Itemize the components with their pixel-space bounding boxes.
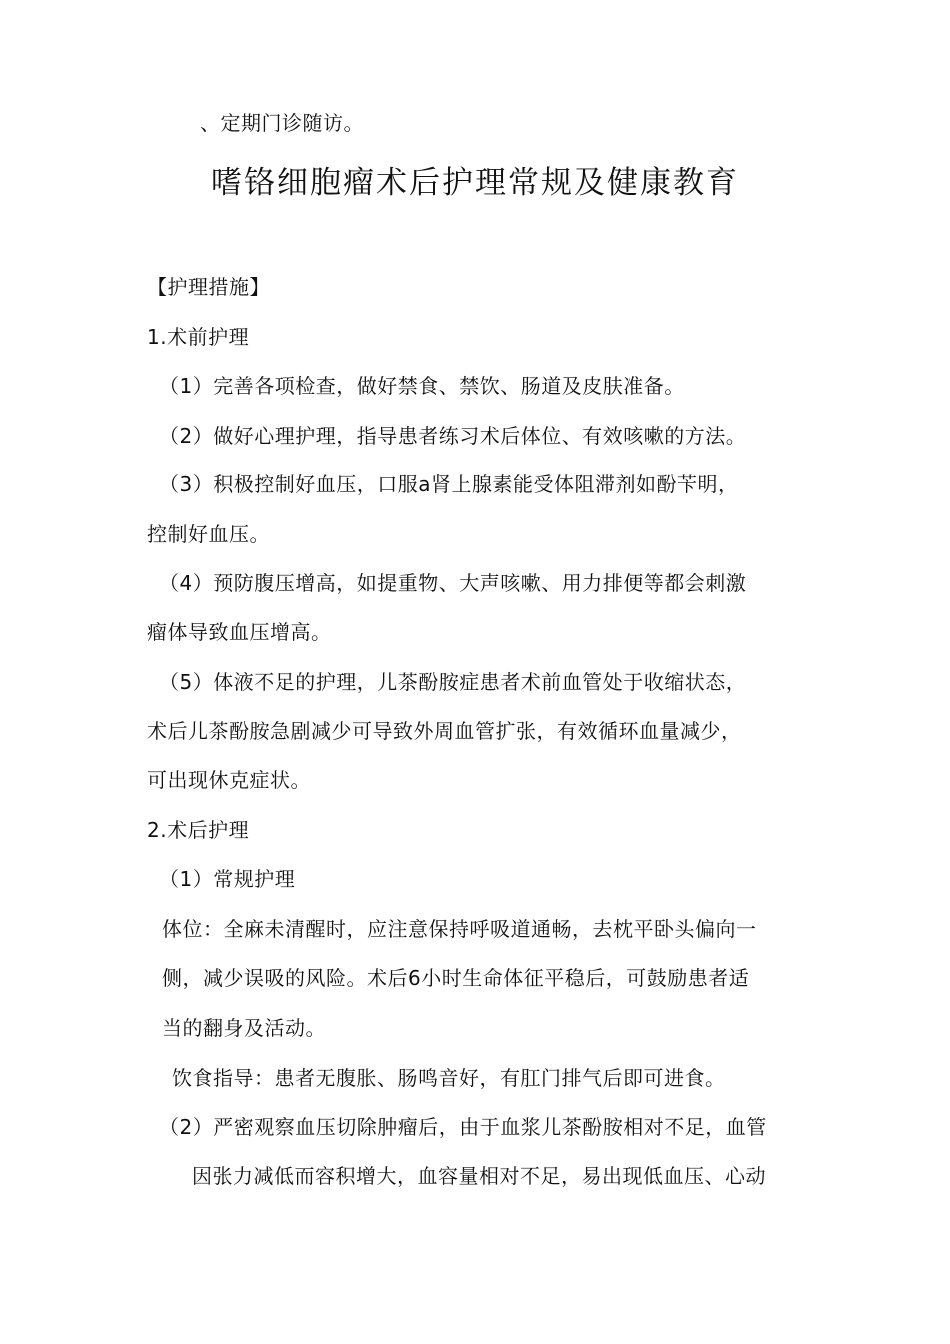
preop-item-5-line-3: 可出现休克症状。 [147,768,311,792]
position-line-2: 侧，减少误吸的风险。术后6小时生命体征平稳后，可鼓励患者适 [162,966,750,990]
preop-item-5-line-1: （5）体液不足的护理，儿茶酚胺症患者术前血管处于收缩状态， [159,670,747,694]
postop-item-1-title: （1）常规护理 [159,867,296,891]
section-heading: 【护理措施】 [147,275,270,299]
preop-item-2: （2）做好心理护理，指导患者练习术后体位、有效咳嗽的方法。 [159,424,747,448]
preop-item-3-line-2: 控制好血压。 [147,522,270,546]
preop-item-3-line-1: （3）积极控制好血压，口服a肾上腺素能受体阻滞剂如酚苄明， [159,472,739,496]
postop-item-2-line-1: （2）严密观察血压切除肿瘤后，由于血浆儿茶酚胺相对不足，血管 [159,1115,767,1139]
postop-item-2-line-2: 因张力减低而容积增大，血容量相对不足，易出现低血压、心动 [192,1164,766,1188]
top-note: 、定期门诊随访。 [200,111,364,135]
diet-guidance: 饮食指导：患者无腹胀、肠鸣音好，有肛门排气后即可进食。 [172,1066,726,1090]
preop-item-1: （1）完善各项检查，做好禁食、禁饮、肠道及皮肤准备。 [159,374,685,398]
preop-item-4-line-2: 瘤体导致血压增高。 [147,620,332,644]
postop-heading: 2.术后护理 [147,818,250,842]
preop-item-5-line-2: 术后儿茶酚胺急剧减少可导致外周血管扩张，有效循环血量减少， [147,719,742,743]
position-line-3: 当的翻身及活动。 [162,1016,326,1040]
preop-item-4-line-1: （4）预防腹压增高，如提重物、大声咳嗽、用力排便等都会刺激 [159,571,747,595]
position-line-1: 体位：全麻未清醒时，应注意保持呼吸道通畅，去枕平卧头偏向一 [162,917,757,941]
page-title: 嗜铬细胞瘤术后护理常规及健康教育 [211,165,739,201]
preop-heading: 1.术前护理 [147,325,250,349]
